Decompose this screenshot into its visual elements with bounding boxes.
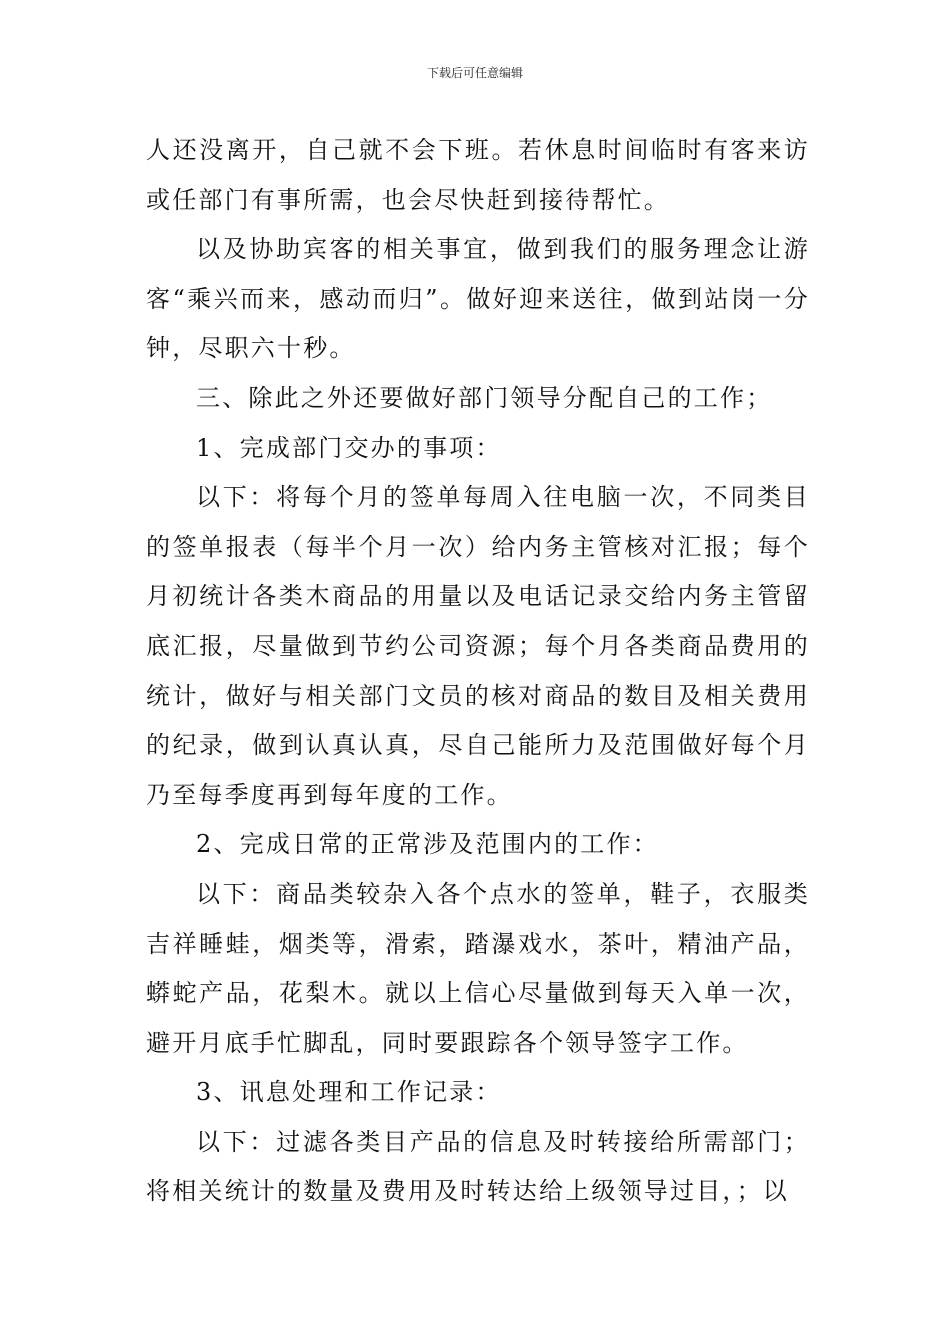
paragraph: 以下：商品类较杂入各个点水的签单，鞋子，衣服类吉祥睡蛙，烟类等，滑索，踏瀑戏水，茶叶，精油产品，蟒蛇产品，花梨木。就以上信心尽量做到每天入单一次，避开月底手忙脚乱，同时要跟踪各个领导签字工作。 bbox=[146, 879, 810, 1057]
item-heading: 3、讯息处理和工作记录： bbox=[196, 1078, 502, 1107]
document-body bbox=[146, 126, 810, 1217]
paragraph: 人还没离开，自己就不会下班。若休息时间临时有客来访或任部门有事所需，也会尽快赶到接待帮忙。 bbox=[146, 136, 810, 214]
item-heading: 1、完成部门交办的事项： bbox=[196, 433, 502, 462]
page-header: 下载后可任意编辑 bbox=[426, 66, 523, 80]
section-heading: 三、除此之外还要做好部门领导分配自己的工作； bbox=[196, 383, 773, 412]
paragraph: 以及协助宾客的相关事宜，做到我们的服务理念让游客“乘兴而来，感动而归”。做好迎来送往，做到站岗一分钟，尽职六十秒。 bbox=[146, 235, 810, 363]
paragraph: 以下：将每个月的签单每周入往电脑一次，不同类目的签单报表（每半个月一次）给内务主管核对汇报；每个月初统计各类木商品的用量以及电话记录交给内务主管留底汇报，尽量做到节约公司资源；每个月各类商品费用的统计，做好与相关部门文员的核对商品的数目及相关费用的纪录，做到认真认真，尽自己能所力及范围做好每个月乃至每季度再到每年度的工作。 bbox=[146, 483, 810, 809]
item-heading: 2、完成日常的正常涉及范围内的工作： bbox=[196, 830, 659, 859]
paragraph: 以下：过滤各类目产品的信息及时转接给所需部门；将相关统计的数量及费用及时转达给上级领导过目，；以 bbox=[146, 1127, 810, 1206]
